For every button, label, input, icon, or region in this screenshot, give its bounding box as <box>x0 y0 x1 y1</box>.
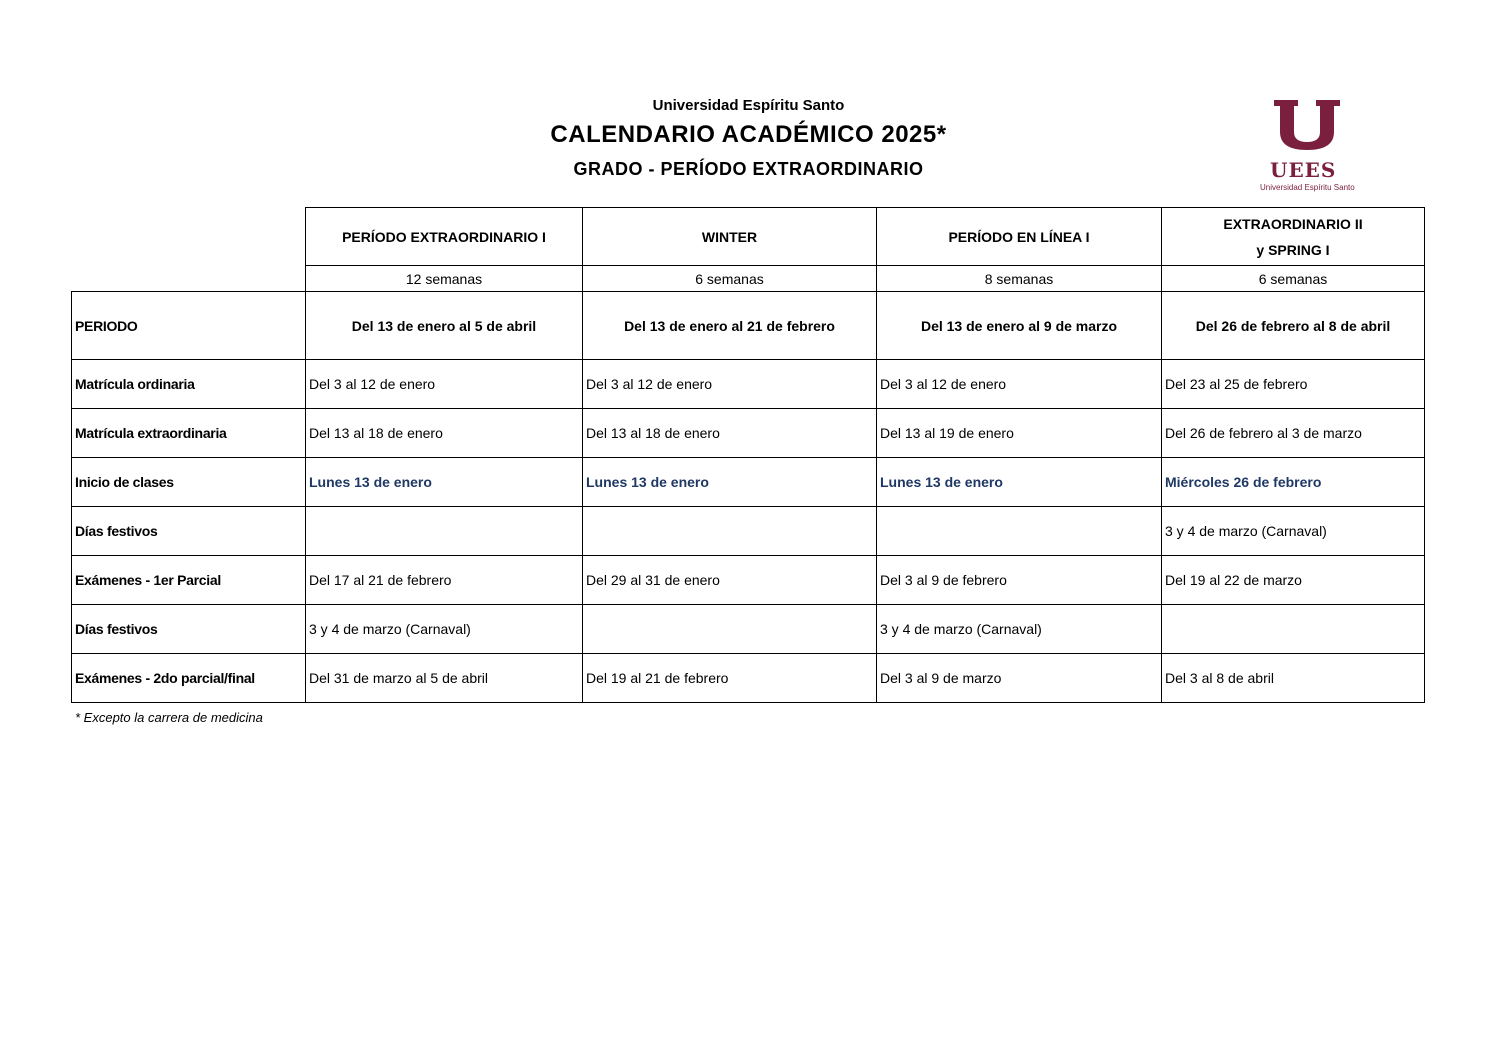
table-cell: Del 13 de enero al 9 de marzo <box>877 292 1162 360</box>
corner-cell <box>72 266 306 292</box>
row-label: Inicio de clases <box>72 458 306 507</box>
table-cell: Del 13 de enero al 5 de abril <box>306 292 583 360</box>
table-cell <box>583 507 877 556</box>
table-cell <box>1162 605 1425 654</box>
table-cell: Del 3 al 8 de abril <box>1162 654 1425 703</box>
table-cell: Del 13 al 18 de enero <box>583 409 877 458</box>
footnote: * Excepto la carrera de medicina <box>75 710 263 725</box>
table-cell: Del 13 al 19 de enero <box>877 409 1162 458</box>
table-row-periodo <box>72 292 1425 360</box>
table-cell: Del 17 al 21 de febrero <box>306 556 583 605</box>
column-header: WINTER <box>583 208 877 266</box>
page-title: CALENDARIO ACADÉMICO 2025* <box>550 121 947 148</box>
table-row-matricula-extraordinaria <box>72 409 1425 458</box>
weeks-row <box>72 266 1425 292</box>
weeks-cell: 6 semanas <box>583 266 877 292</box>
column-header: EXTRAORDINARIO II y SPRING I <box>1162 208 1425 266</box>
row-label: Días festivos <box>72 605 306 654</box>
table-cell: 3 y 4 de marzo (Carnaval) <box>306 605 583 654</box>
corner-cell <box>72 208 306 266</box>
row-label: Días festivos <box>72 507 306 556</box>
table-cell: Del 3 al 12 de enero <box>306 360 583 409</box>
row-label: Matrícula ordinaria <box>72 360 306 409</box>
table-row-examenes-1er-parcial <box>72 556 1425 605</box>
weeks-cell: 6 semanas <box>1162 266 1425 292</box>
table-cell: Del 3 al 12 de enero <box>877 360 1162 409</box>
table-row-examenes-final <box>72 654 1425 703</box>
table-cell: Del 13 al 18 de enero <box>306 409 583 458</box>
table-cell: Del 26 de febrero al 8 de abril <box>1162 292 1425 360</box>
table-row-dias-festivos <box>72 507 1425 556</box>
table-cell: Del 3 al 9 de febrero <box>877 556 1162 605</box>
table-cell: Del 31 de marzo al 5 de abril <box>306 654 583 703</box>
table-cell: Del 19 al 22 de marzo <box>1162 556 1425 605</box>
table-cell <box>306 507 583 556</box>
table-cell: 3 y 4 de marzo (Carnaval) <box>877 605 1162 654</box>
weeks-cell: 8 semanas <box>877 266 1162 292</box>
table-cell: Del 3 al 12 de enero <box>583 360 877 409</box>
table-cell: Lunes 13 de enero <box>583 458 877 507</box>
table-cell: Del 13 de enero al 21 de febrero <box>583 292 877 360</box>
institution-name: Universidad Espíritu Santo <box>652 97 845 114</box>
table-row-inicio-clases <box>72 458 1425 507</box>
logo-wordmark: UEES <box>1270 158 1337 182</box>
row-label: Exámenes - 1er Parcial <box>72 556 306 605</box>
row-label: Matrícula extraordinaria <box>72 409 306 458</box>
table-cell: Del 23 al 25 de febrero <box>1162 360 1425 409</box>
table-cell <box>877 507 1162 556</box>
table-row-dias-festivos <box>72 605 1425 654</box>
table-cell: Del 3 al 9 de marzo <box>877 654 1162 703</box>
column-header: PERÍODO EN LÍNEA I <box>877 208 1162 266</box>
table-cell <box>583 605 877 654</box>
table-row-matricula-ordinaria <box>72 360 1425 409</box>
column-header: PERÍODO EXTRAORDINARIO I <box>306 208 583 266</box>
uees-u-emblem <box>1272 100 1342 150</box>
table-cell: Del 29 al 31 de enero <box>583 556 877 605</box>
page-subtitle: GRADO - PERÍODO EXTRAORDINARIO <box>573 159 924 179</box>
row-label: PERIODO <box>72 292 306 360</box>
logo-tagline: Universidad Espíritu Santo <box>1260 183 1355 192</box>
table-cell: 3 y 4 de marzo (Carnaval) <box>1162 507 1425 556</box>
weeks-cell: 12 semanas <box>306 266 583 292</box>
column-title-row <box>72 208 1425 266</box>
table-cell: Del 19 al 21 de febrero <box>583 654 877 703</box>
table-cell: Del 26 de febrero al 3 de marzo <box>1162 409 1425 458</box>
uees-logo <box>1258 100 1362 192</box>
table-cell: Lunes 13 de enero <box>306 458 583 507</box>
table-cell: Miércoles 26 de febrero <box>1162 458 1425 507</box>
table-cell: Lunes 13 de enero <box>877 458 1162 507</box>
calendar-table <box>71 207 1425 703</box>
row-label: Exámenes - 2do parcial/final <box>72 654 306 703</box>
